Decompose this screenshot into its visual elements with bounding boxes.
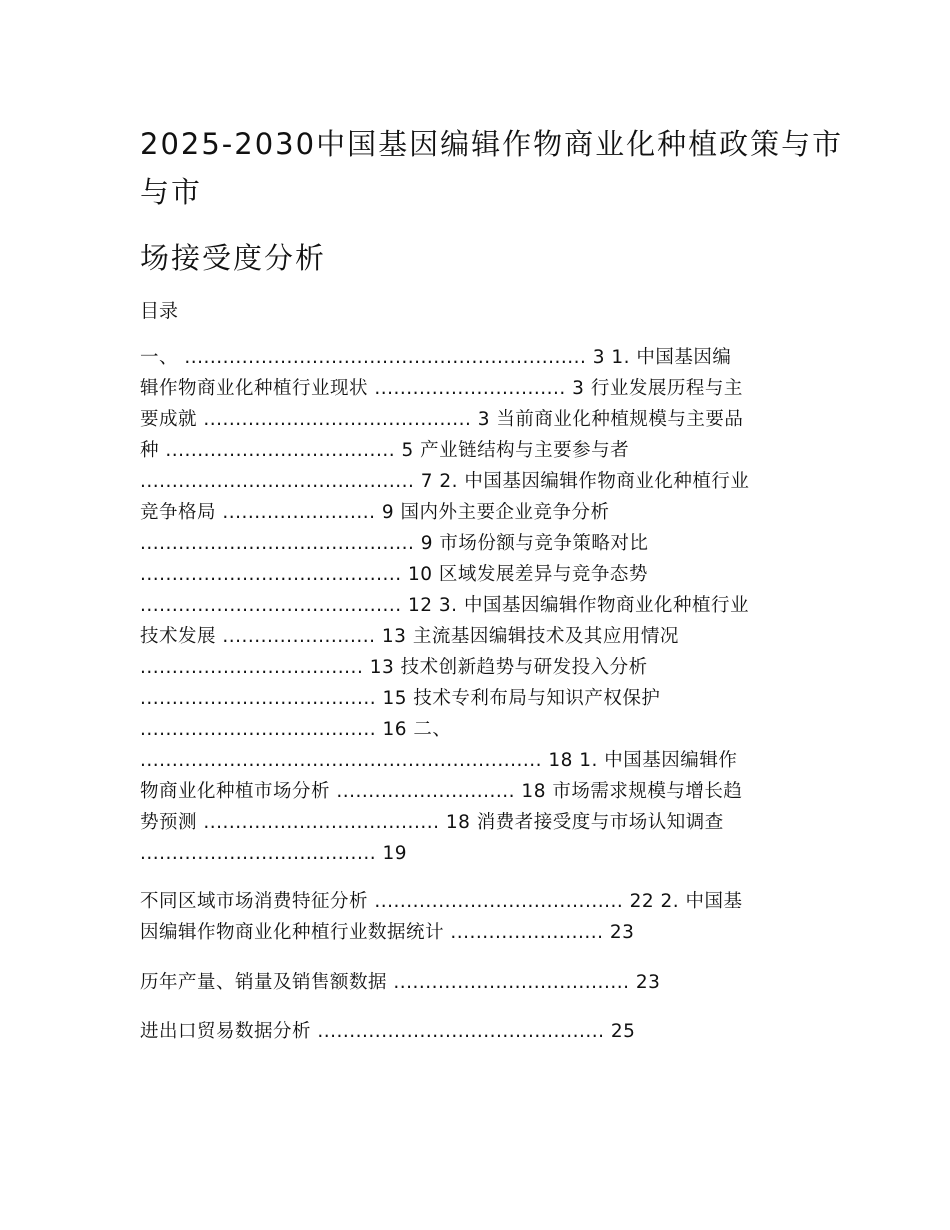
toc-line: ............................................................... 18 1. 中国基因编辑作: [140, 750, 738, 771]
toc-line: ..................................... 16 二、: [140, 719, 452, 740]
toc-block-trade: [140, 1016, 820, 1047]
toc-line: 不同区域市场消费特征分析 ....................................... 22 2. 中国基: [140, 891, 743, 912]
document-title-line-2: [140, 170, 202, 211]
toc-line: ................................... 13 技术创新趋势与研发投入分析: [140, 657, 648, 678]
document-title-line-3: 场接受度分析: [140, 241, 327, 275]
document-title-line-1: 2025-2030中国基因编辑作物商业化种植政策与市: [140, 127, 844, 161]
toc-line: ......................................... 10 区域发展差异与竞争态势: [140, 564, 648, 585]
toc-line: 因编辑作物商业化种植行业数据统计 ........................ 23: [140, 922, 635, 943]
toc-line: ........................................... 9 市场份额与竞争策略对比: [140, 533, 649, 554]
toc-line: 要成就 .......................................... 3 当前商业化种植规模与主要品: [140, 409, 744, 430]
toc-line: 一、 ............................................................... 3 1. 中国基因编: [140, 347, 732, 368]
toc-line: 进出口贸易数据分析 ............................................. 25: [140, 1021, 636, 1042]
toc-line: 辑作物商业化种植行业现状 .............................. 3 行业发展历程与主: [140, 378, 743, 399]
toc-line: 物商业化种植市场分析 ............................ 18 市场需求规模与增长趋: [140, 781, 743, 802]
title-line-2-part-a: 与市: [140, 175, 203, 209]
toc-line: ..................................... 15 技术专利布局与知识产权保护: [140, 688, 661, 709]
toc-line: ........................................... 7 2. 中国基因编辑作物商业化种植行业: [140, 471, 750, 492]
toc-line: 历年产量、销量及销售额数据 ..................................... 23: [140, 972, 661, 993]
toc-line: 种 .................................... 5 产业链结构与主要参与者: [140, 440, 630, 461]
toc-line: 技术发展 ........................ 13 主流基因编辑技术及其应用情况: [140, 626, 679, 647]
toc-block-history: [140, 967, 820, 998]
toc-block-main: [140, 342, 820, 869]
toc-line: 竞争格局 ........................ 9 国内外主要企业竞争分析: [140, 502, 610, 523]
toc-block-regional: [140, 886, 820, 948]
toc-label: 目录: [140, 300, 179, 322]
toc-line: ..................................... 19: [140, 843, 408, 864]
toc-line: 势预测 ..................................... 18 消费者接受度与市场认知调查: [140, 812, 724, 833]
toc-line: ......................................... 12 3. 中国基因编辑作物商业化种植行业: [140, 595, 749, 616]
